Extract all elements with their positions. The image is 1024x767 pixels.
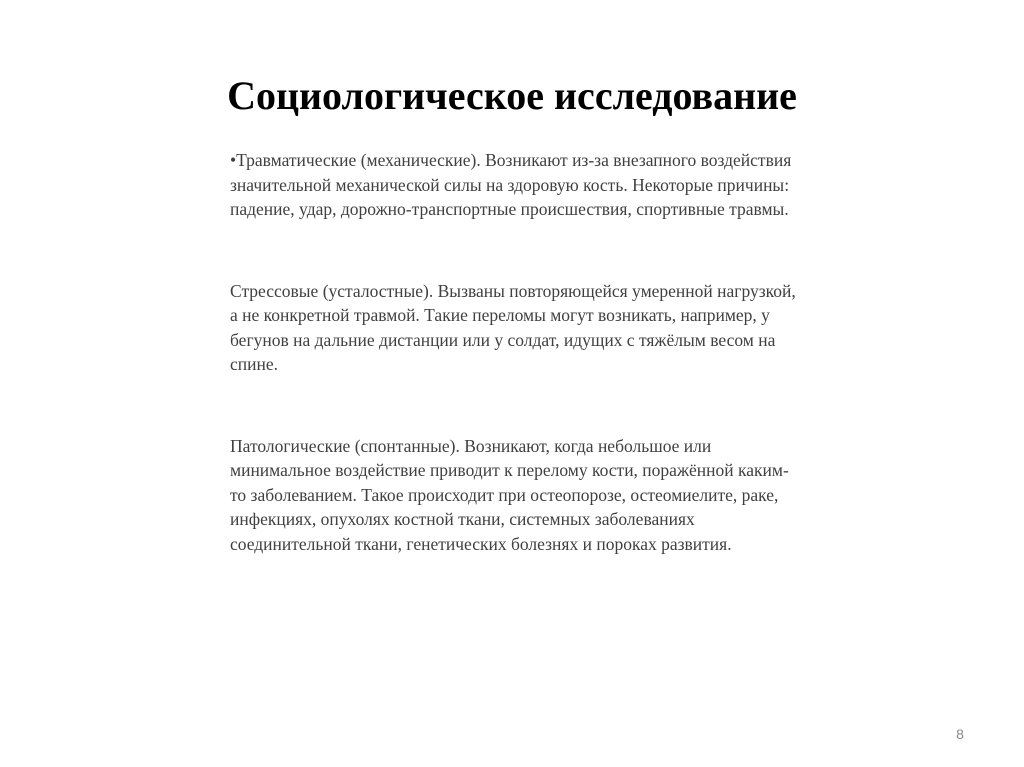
paragraph-traumatic-fractures: •Травматические (механические). Возникают из-за внезапного воздействия значительной механической силы на здоровую кость. Некоторые причины: падение, удар, дорожно-транспортные происшествия, спортивные травмы.	[230, 150, 792, 219]
page-number: 8	[956, 726, 964, 742]
paragraph-stress-fractures: Стрессовые (усталостные). Вызваны повторяющейся умеренной нагрузкой, а не конкретной травмой. Такие переломы могут возникать, например, у бегунов на дальние дистанции или у солдат, идущих с тяжёлым весом на спине.	[230, 280, 796, 374]
slide-body	[230, 148, 800, 556]
paragraph-pathological-fractures: Патологические (спонтанные). Возникают, когда небольшое или минимальное воздействие приводит к перелому кости, поражённой каким-то заболеванием. Такое происходит при остеопорозе, остеомиелите, раке, инфекциях, опухолях костной ткани, системных заболеваниях соединительной ткани, генетических болезнях и пороках развития.	[230, 435, 789, 554]
slide-title: Социологическое исследование	[227, 73, 797, 118]
